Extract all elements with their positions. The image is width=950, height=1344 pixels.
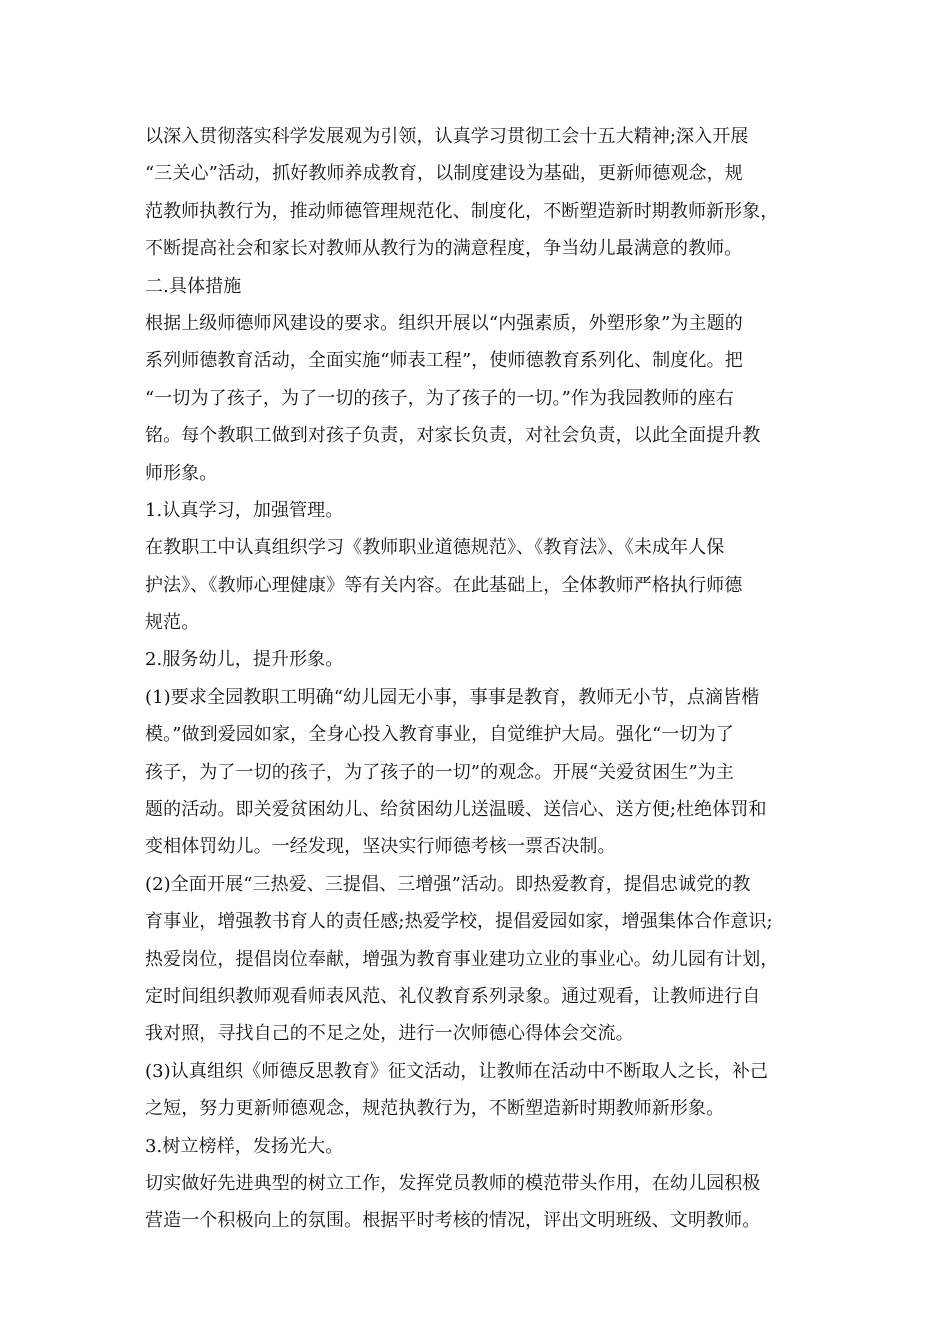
- text-line: 我对照，寻找自己的不足之处，进行一次师德心得体会交流。: [145, 1023, 634, 1045]
- subsection-heading: 2.服务幼儿，提升形象。: [145, 649, 344, 671]
- text-line: 模。”做到爱园如家，全身心投入教育事业，自觉维护大局。强化“一切为了: [145, 724, 734, 746]
- text-line: 以深入贯彻落实科学发展观为引领，认真学习贯彻工会十五大精神;深入开展: [145, 126, 749, 147]
- text-line: 切实做好先进典型的树立工作，发挥党员教师的模范带头作用，在幼儿园积极: [145, 1172, 761, 1194]
- document-body: [145, 118, 813, 1240]
- text-line: 护法》、《教师心理健康》等有关内容。在此基础上，全体教师严格执行师德: [145, 574, 743, 596]
- text-line: 铭。每个教职工做到对孩子负责，对家长负责，对社会负责，以此全面提升教: [145, 425, 761, 447]
- text-line: 题的活动。即关爱贫困幼儿、给贫困幼儿送温暖、送信心、送方便;杜绝体罚和: [145, 799, 767, 821]
- text-line: 定时间组织教师观看师表风范、礼仪教育系列录象。通过观看，让教师进行自: [145, 985, 761, 1007]
- text-line: (3)认真组织《师德反思教育》征文活动，让教师在活动中不断取人之长，补己: [145, 1060, 769, 1082]
- text-line: 根据上级师德师风建设的要求。组织开展以“内强素质，外塑形象”为主题的: [145, 312, 743, 334]
- text-line: 变相体罚幼儿。一经发现，坚决实行师德考核一票否决制。: [145, 836, 616, 858]
- text-line: 孩子，为了一切的孩子，为了孩子的一切”的观念。开展“关爱贫困生”为主: [145, 761, 735, 783]
- section-heading: 二.具体措施: [145, 275, 242, 297]
- text-line: 营造一个积极向上的氛围。根据平时考核的情况，评出文明班级、文明教师。: [145, 1210, 761, 1232]
- text-line: 师形象。: [145, 462, 218, 484]
- text-line: 之短，努力更新师德观念，规范执教行为，不断塑造新时期教师新形象。: [145, 1098, 725, 1120]
- text-line: “一切为了孩子，为了一切的孩子，为了孩子的一切。”作为我园教师的座右: [145, 387, 734, 409]
- text-line: 在教职工中认真组织学习《教师职业道德规范》、《教育法》、《未成年人保: [145, 537, 725, 559]
- text-line: (1)要求全园教职工明确“幼儿园无小事，事事是教育，教师无小节，点滴皆楷: [145, 686, 760, 708]
- subsection-heading: 1.认真学习，加强管理。: [145, 499, 344, 521]
- text-line: (2)全面开展“三热爱、三提倡、三增强”活动。即热爱教育，提倡忠诚党的教: [145, 873, 751, 895]
- text-line: 范教师执教行为，推动师德管理规范化、制度化，不断塑造新时期教师新形象，: [145, 200, 779, 222]
- text-line: “三关心”活动，抓好教师养成教育，以制度建设为基础，更新师德观念，规: [145, 163, 743, 185]
- text-line: 热爱岗位，提倡岗位奉献，增强为教育事业建功立业的事业心。幼儿园有计划，: [145, 948, 779, 970]
- text-line: 规范。: [145, 612, 200, 634]
- subsection-heading: 3.树立榜样，发扬光大。: [145, 1135, 344, 1157]
- text-line: 育事业，增强教书育人的责任感;热爱学校，提倡爱园如家，增强集体合作意识;: [145, 911, 773, 933]
- text-line: 不断提高社会和家长对教师从教行为的满意程度，争当幼儿最满意的教师。: [145, 238, 743, 260]
- text-line: 系列师德教育活动，全面实施“师表工程”，使师德教育系列化、制度化。把: [145, 350, 743, 372]
